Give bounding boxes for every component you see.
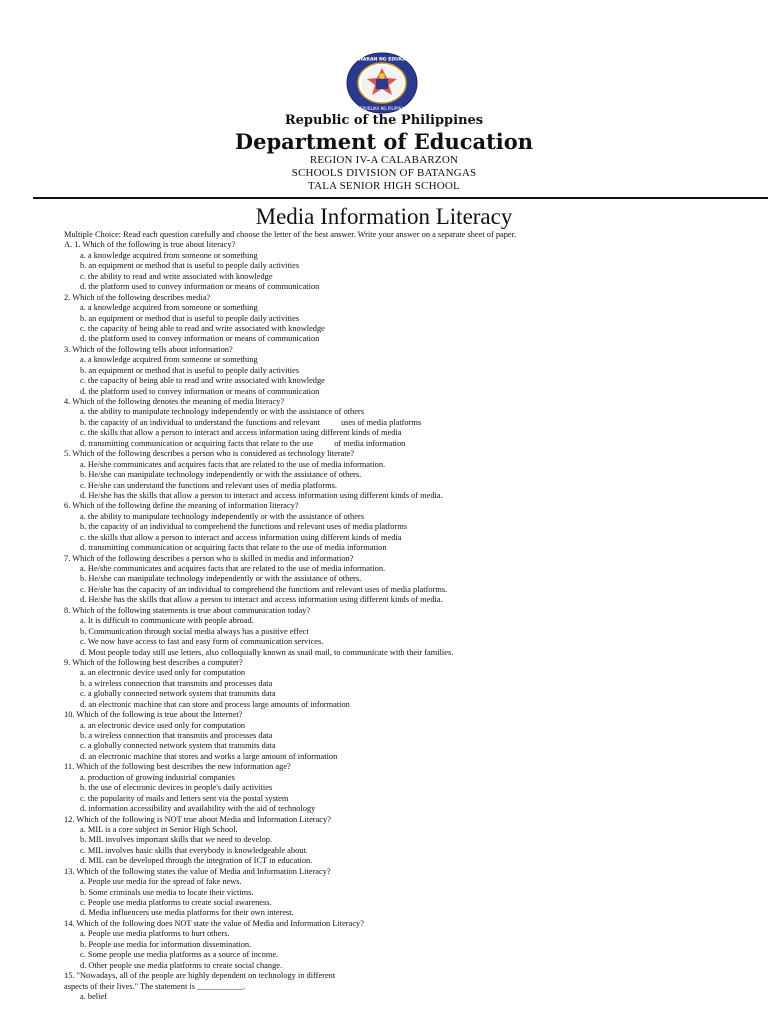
- school-line: TALA SENIOR HIGH SCHOOL: [308, 180, 460, 192]
- choice-item: d. transmitting communication or acquiring facts that relate to the use of media information: [80, 438, 406, 448]
- question-list: [64, 240, 764, 1002]
- choice-item: a. People use media for the spread of fake news.: [80, 877, 242, 887]
- choice-item: c. the skills that allow a person to interact and access information using different kinds of media: [80, 532, 402, 542]
- choice-item: b. an equipment or method that is useful to people daily activities: [80, 365, 300, 375]
- choice-item: c. We now have access to fast and easy form of communication services.: [80, 637, 324, 647]
- choice-item: a. the ability to manipulate technology independently or with the assistance of others: [80, 511, 364, 521]
- choice-item: b. Communication through social media always has a positive effect: [80, 626, 309, 636]
- question-6: 6. Which of the following define the meaning of information literacy?: [64, 501, 299, 511]
- question-11: 11. Which of the following best describes the new information age?: [64, 762, 291, 772]
- choice-item: aspects of their lives." The statement is ___________.: [64, 981, 246, 991]
- question-12: 12. Which of the following is NOT true about Media and Information Literacy?: [64, 814, 331, 824]
- choice-item: c. the popularity of mails and letters sent via the postal system: [80, 793, 289, 803]
- choice-item: c. People use media platforms to create social awareness.: [80, 898, 272, 907]
- choice-item: a. an electronic device used only for computation: [80, 668, 246, 678]
- choice-item: b. the capacity of an individual to understand the functions and relevant uses of media platforms: [80, 417, 422, 427]
- choice-item: b. the capacity of an individual to comprehend the functions and relevant uses of media platforms: [80, 522, 407, 532]
- question-8: 8. Which of the following statements is true about communication today?: [64, 605, 311, 615]
- choice-item: d. an electronic machine that can store and process large amounts of information: [80, 699, 350, 709]
- choice-item: d. He/she has the skills that allow a person to interact and access information using different kinds of media.: [80, 490, 443, 500]
- question-9: 9. Which of the following best describes a computer?: [64, 657, 243, 667]
- choice-item: c. a globally connected network system that transmits data: [80, 689, 276, 699]
- question-10: 10. Which of the following is true about the Internet?: [64, 710, 243, 720]
- choice-item: b. Some criminals use media to locate their victims.: [80, 887, 254, 897]
- choice-item: a. belief: [80, 991, 107, 1001]
- choice-item: c. MIL involves basic skills that everybody is knowledgeable about.: [80, 845, 308, 855]
- question-13: 13. Which of the following states the value of Media and Information Literacy?: [64, 866, 331, 876]
- choice-item: a. production of growing industrial companies: [80, 772, 235, 782]
- choice-item: d. the platform used to convey information or means of communication: [80, 386, 320, 396]
- choice-item: c. Some people use media platforms as a source of income.: [80, 950, 279, 960]
- quiz-body: [64, 230, 764, 1002]
- question-3: 3. Which of the following tells about information?: [64, 344, 233, 354]
- choice-item: b. the use of electronic devices in people's daily activities: [80, 783, 273, 793]
- question-2: 2. Which of the following describes media?: [64, 292, 211, 302]
- choice-item: b. He/she can manipulate technology independently or with the assistance of others.: [80, 574, 362, 584]
- choice-item: c. the capacity of being able to read and write associated with knowledge: [80, 323, 325, 333]
- choice-item: c. the skills that allow a person to interact and access information using different kinds of media: [80, 428, 402, 438]
- document-title: Media Information Literacy: [255, 204, 513, 229]
- choice-item: c. a globally connected network system that transmits data: [80, 741, 276, 751]
- choice-item: c. He/she can understand the functions and relevant uses of media platforms.: [80, 480, 337, 490]
- choice-item: c. the ability to read and write associated with knowledge: [80, 271, 273, 281]
- choice-item: d. MIL can be developed through the integration of ICT in education.: [80, 856, 313, 866]
- choice-item: d. transmitting communication or acquiring facts that relate to the use of media information: [80, 543, 387, 553]
- question-15: 15. "Nowadays, all of the people are highly dependent on technology in different: [64, 971, 336, 981]
- choice-item: a. He/she communicates and acquires facts that are related to the use of media information.: [80, 459, 386, 469]
- question-7: 7. Which of the following describes a person who is skilled in media and information?: [64, 553, 354, 563]
- choice-item: a. a knowledge acquired from someone or something: [80, 303, 258, 313]
- choice-item: d. an electronic machine that stores and works a large amount of information: [80, 751, 338, 761]
- choice-item: b. He/she can manipulate technology independently or with the assistance of others.: [80, 470, 362, 480]
- division-line: SCHOOLS DIVISION OF BATANGAS: [291, 167, 477, 179]
- republic-heading: Republic of the Philippines: [284, 113, 484, 128]
- question-4: 4. Which of the following denotes the meaning of media literacy?: [64, 397, 285, 406]
- choice-item: a. MIL is a core subject in Senior High School.: [80, 824, 238, 834]
- choice-item: b. an equipment or method that is useful to people daily activities: [80, 261, 300, 271]
- header-divider: [33, 197, 768, 199]
- question-5: 5. Which of the following describes a person who is considered as technology literate?: [64, 449, 355, 459]
- choice-item: d. Other people use media platforms to create social change.: [80, 960, 283, 970]
- choice-item: d. Most people today still use letters, also colloquially known as snail mail, to communicate with their families.: [80, 647, 454, 657]
- choice-item: a. a knowledge acquired from someone or something: [80, 355, 258, 365]
- instructions: Multiple Choice: Read each question carefully and choose the letter of the best answer. Write your answer on a separate sheet of paper.: [64, 230, 517, 239]
- choice-item: a. He/she communicates and acquires facts that are related to the use of media information.: [80, 564, 386, 573]
- choice-item: d. the platform used to convey information or means of communication: [80, 334, 320, 344]
- choice-item: a. It is difficult to communicate with people abroad.: [80, 616, 254, 626]
- choice-item: d. the platform used to convey information or means of communication: [80, 282, 320, 292]
- choice-item: a. a knowledge acquired from someone or something: [80, 250, 258, 260]
- choice-item: c. He/she has the capacity of an individual to comprehend the functions and relevant uses of media platforms.: [80, 584, 448, 594]
- choice-item: d. Media influencers use media platforms for their own interest.: [80, 908, 294, 918]
- choice-item: b. a wireless connection that transmits and processes data: [80, 678, 273, 688]
- deped-seal: [343, 52, 421, 114]
- choice-item: d. He/she has the skills that allow a person to interact and access information using different kinds of media.: [80, 595, 443, 605]
- region-line: REGION IV-A CALABARZON: [309, 154, 459, 166]
- choice-item: c. the capacity of being able to read and write associated with knowledge: [80, 376, 325, 386]
- question-14: 14. Which of the following does NOT state the value of Media and Information Literacy?: [64, 918, 364, 928]
- question-1: A. 1. Which of the following is true about literacy?: [64, 240, 236, 250]
- choice-item: b. MIL involves important skills that we need to develop.: [80, 835, 273, 845]
- choice-item: b. People use media for information dissemination.: [80, 939, 252, 949]
- choice-item: a. the ability to manipulate technology independently or with the assistance of others: [80, 407, 364, 417]
- department-heading: Department of Education: [234, 129, 534, 154]
- seal-text-top: KAGAWARAN NG EDUKASYON: [343, 57, 421, 63]
- choice-item: a. an electronic device used only for computation: [80, 720, 246, 730]
- choice-item: a. People use media platforms to hurt others.: [80, 929, 230, 939]
- choice-item: b. a wireless connection that transmits and processes data: [80, 731, 273, 740]
- seal-text-bottom: REPUBLIKA NG PILIPINAS: [357, 106, 407, 111]
- choice-item: b. an equipment or method that is useful to people daily activities: [80, 313, 300, 323]
- choice-item: d. information accessibility and availability with the aid of technology: [80, 804, 316, 814]
